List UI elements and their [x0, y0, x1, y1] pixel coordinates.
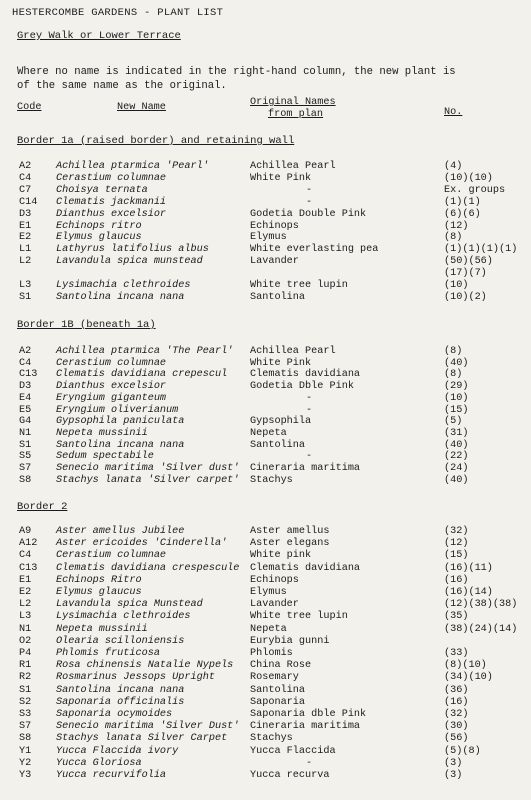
plant-quantity: (16) [444, 696, 469, 708]
border-title: Border 2 [17, 501, 68, 513]
table-row [0, 759, 531, 771]
plant-original-name: Echinops [250, 574, 299, 586]
plant-original-name: Cineraria maritima [250, 463, 361, 474]
plant-code: R2 [19, 672, 32, 684]
plant-new-name: Santolina incana nana [56, 439, 185, 451]
plant-original-name: Achillea Pearl [250, 161, 336, 172]
plant-code: S3 [19, 709, 32, 720]
plant-new-name: Stachys lanata Silver Carpet [56, 733, 228, 745]
plant-new-name: Rosmarinus Jessops Upright [56, 672, 215, 684]
plant-new-name: Clematis davidiana crespescule [56, 562, 240, 574]
plant-original-name: - [306, 757, 313, 769]
plant-original-name: Nepeta [250, 427, 287, 439]
plant-new-name: Yucca recurvifolia [56, 770, 167, 781]
plant-quantity: (15) [444, 404, 469, 416]
table-row [0, 698, 531, 710]
plant-code: C4 [19, 357, 32, 369]
plant-quantity: (3) [444, 757, 463, 769]
plant-new-name: Eryngium oliverianum [56, 404, 179, 416]
plant-new-name: Saponaria officinalis [56, 696, 185, 708]
plant-original-name: - [306, 196, 313, 208]
plant-quantity: (1)(1) [444, 196, 481, 208]
plant-code: A2 [19, 161, 32, 172]
plant-original-name: Godetia Double Pink [250, 208, 367, 220]
plant-new-name: Stachys lanata 'Silver carpet' [56, 474, 240, 486]
plant-original-name: Gypsophila [250, 416, 312, 428]
plant-new-name: Aster amellus Jubilee [56, 526, 185, 537]
plant-original-name: White Pink [250, 357, 312, 369]
plant-original-name: - [306, 404, 313, 416]
plant-quantity: (8) [444, 346, 463, 357]
plant-new-name: Phlomis fruticosa [56, 648, 160, 659]
plant-quantity: (12)(38)(38) [444, 599, 518, 611]
plant-code: D3 [19, 381, 32, 393]
plant-original-name: Aster elegans [250, 538, 330, 550]
plant-original-name: Lavander [250, 599, 299, 611]
plant-new-name: Rosa chinensis Natalie Nypels [56, 660, 234, 672]
plant-new-name: Saponaria ocymoides [56, 709, 173, 720]
table-row [0, 637, 531, 649]
plant-quantity: (15) [444, 550, 469, 562]
plant-original-name: China Rose [250, 660, 312, 672]
plant-quantity: (56) [444, 733, 469, 745]
plant-quantity: (1)(1)(1)(1) [444, 244, 518, 256]
plant-new-name: Aster ericoides 'Cinderella' [56, 538, 228, 550]
plant-quantity: (16) [444, 574, 469, 586]
plant-quantity: (40) [444, 439, 469, 451]
plant-new-name: Nepeta mussinii [56, 427, 148, 439]
plant-quantity: (5) [444, 416, 463, 428]
table-row [0, 210, 531, 222]
plant-code: E1 [19, 220, 32, 232]
plant-original-name: Achillea Pearl [250, 346, 336, 357]
plant-quantity: (24) [444, 463, 469, 474]
plant-code: A9 [19, 526, 32, 537]
plant-quantity: (40) [444, 357, 469, 369]
plant-new-name: Elymus glaucus [56, 587, 142, 598]
plant-code: D3 [19, 208, 32, 220]
table-row [0, 198, 531, 210]
plant-quantity: (38)(24)(14) [444, 623, 518, 635]
plant-new-name: Senecio maritima 'Silver dust' [56, 463, 240, 474]
plant-quantity: Ex. groups [444, 184, 506, 196]
plant-new-name: Choisya ternata [56, 184, 148, 196]
plant-new-name: Echinops Ritro [56, 574, 142, 586]
border-title: Border 1B (beneath 1a) [17, 319, 156, 331]
plant-original-name: Rosemary [250, 672, 299, 684]
plant-new-name: Echinops ritro [56, 220, 142, 232]
plant-code: S5 [19, 451, 32, 463]
plant-original-name: White pink [250, 550, 312, 562]
plant-code: E2 [19, 587, 32, 598]
plant-quantity: (10) [444, 392, 469, 404]
plant-original-name: Godetia Dble Pink [250, 381, 354, 393]
plant-original-name: Santolina [250, 439, 306, 451]
plant-code: S7 [19, 463, 32, 474]
plant-quantity: (10)(2) [444, 291, 487, 303]
plant-new-name: Clematis jackmanii [56, 196, 167, 208]
plant-new-name: Santolina incana nana [56, 291, 185, 303]
plant-new-name: Gypsophila paniculata [56, 416, 185, 428]
plant-code: L1 [19, 244, 32, 256]
plant-code: C7 [19, 184, 32, 196]
plant-original-name: Phlomis [250, 648, 293, 659]
table-row [0, 576, 531, 588]
document-title: HESTERCOMBE GARDENS - PLANT LIST [12, 7, 224, 19]
plant-code: S8 [19, 733, 32, 745]
border-title: Border 1a (raised border) and retaining wall [17, 135, 295, 147]
plant-new-name: Lysimachia clethroides [56, 611, 191, 623]
column-header-code: Code [17, 102, 42, 113]
plant-code: S1 [19, 439, 32, 451]
plant-new-name: Santolina incana nana [56, 684, 185, 696]
column-header-no: No. [444, 107, 463, 118]
intro-text-line-2: of the same name as the original. [17, 80, 227, 92]
plant-quantity: (8) [444, 232, 463, 244]
plant-original-name: Stachys [250, 733, 293, 745]
plant-new-name: Cerastium columnae [56, 357, 167, 369]
plant-original-name: Aster amellus [250, 526, 330, 537]
plant-original-name: Yucca recurva [250, 770, 330, 781]
plant-quantity: (6)(6) [444, 208, 481, 220]
plant-code: S2 [19, 696, 32, 708]
plant-new-name: Nepeta mussinii [56, 623, 148, 635]
plant-quantity: (16)(11) [444, 562, 493, 574]
plant-code: S8 [19, 474, 32, 486]
table-row [0, 551, 531, 563]
plant-new-name: Lysimachia clethroides [56, 280, 191, 291]
column-header-original-names: Original Names [250, 97, 336, 108]
plant-quantity: (5)(8) [444, 745, 481, 757]
plant-quantity: (12) [444, 538, 469, 550]
plant-code: C13 [19, 562, 38, 574]
table-row [0, 686, 531, 698]
plant-original-name: Eurybia gunni [250, 635, 330, 647]
plant-original-name: Lavander [250, 256, 299, 268]
plant-code: L2 [19, 599, 32, 611]
plant-original-name: Clematis davidiana [250, 369, 361, 381]
plant-code: E1 [19, 574, 32, 586]
plant-original-name: Clematis davidiana [250, 562, 361, 574]
section-title: Grey Walk or Lower Terrace [17, 30, 181, 42]
plant-new-name: Eryngium giganteum [56, 392, 167, 404]
plant-quantity: (34)(10) [444, 672, 493, 684]
plant-quantity: (35) [444, 611, 469, 623]
plant-code: N1 [19, 623, 32, 635]
plant-original-name: White tree lupin [250, 611, 348, 623]
plant-quantity: (33) [444, 648, 469, 659]
plant-code: Y2 [19, 757, 32, 769]
plant-original-name: White everlasting pea [250, 244, 379, 256]
plant-code: C14 [19, 196, 38, 208]
table-row [0, 734, 531, 746]
plant-code: S1 [19, 684, 32, 696]
plant-code: E2 [19, 232, 32, 244]
plant-quantity: (36) [444, 684, 469, 696]
plant-original-name: - [306, 451, 313, 463]
plant-original-name: White tree lupin [250, 280, 348, 291]
plant-quantity: (10)(10) [444, 172, 493, 184]
table-row [0, 186, 531, 198]
plant-original-name: Santolina [250, 684, 306, 696]
plant-code: G4 [19, 416, 32, 428]
plant-quantity: (16)(14) [444, 587, 493, 598]
plant-code: S7 [19, 721, 32, 733]
column-header-new-name: New Name [117, 102, 166, 113]
plant-new-name: Dianthus excelsior [56, 208, 167, 220]
plant-code: R1 [19, 660, 32, 672]
table-row [0, 771, 531, 783]
plant-original-name: Elymus [250, 587, 287, 598]
plant-quantity: (10) [444, 280, 469, 291]
plant-original-name: Yucca Flaccida [250, 745, 336, 757]
plant-original-name: - [306, 392, 313, 404]
table-row [0, 612, 531, 624]
plant-code: L2 [19, 256, 32, 268]
plant-new-name: Lavandula spica munstead [56, 256, 203, 268]
column-header-from-plan: from plan [268, 109, 324, 120]
plant-new-name: Achillea ptarmica 'Pearl' [56, 161, 209, 172]
plant-quantity: (40) [444, 474, 469, 486]
table-row [0, 476, 531, 488]
plant-original-name: Nepeta [250, 623, 287, 635]
plant-new-name: Elymus glaucus [56, 232, 142, 244]
plant-original-name: Cineraria maritima [250, 721, 361, 733]
plant-code: L3 [19, 611, 32, 623]
plant-new-name: Lavandula spica Munstead [56, 599, 203, 611]
plant-original-name: Echinops [250, 220, 299, 232]
plant-quantity: (32) [444, 709, 469, 720]
plant-new-name: Yucca Flaccida ivory [56, 745, 179, 757]
plant-code: E5 [19, 404, 32, 416]
plant-new-name: Lathyrus latifolius albus [56, 244, 209, 256]
plant-original-name: Santolina [250, 291, 306, 303]
plant-code: P4 [19, 648, 32, 659]
plant-quantity: (50)(56) [444, 256, 493, 268]
table-row [0, 293, 531, 305]
table-row [0, 625, 531, 637]
plant-original-name: Saponaria dble Pink [250, 709, 367, 720]
table-row [0, 564, 531, 576]
intro-text-line-1: Where no name is indicated in the right-hand column, the new plant is [17, 66, 456, 78]
plant-code: E4 [19, 392, 32, 404]
plant-new-name: Achillea ptarmica 'The Pearl' [56, 346, 234, 357]
plant-new-name: Olearia scilloniensis [56, 635, 185, 647]
plant-code: A2 [19, 346, 32, 357]
plant-quantity: (29) [444, 381, 469, 393]
plant-code: O2 [19, 635, 32, 647]
plant-original-name: - [306, 184, 313, 196]
plant-code: Y1 [19, 745, 32, 757]
plant-quantity: (32) [444, 526, 469, 537]
plant-original-name: White Pink [250, 172, 312, 184]
plant-quantity: (4) [444, 161, 463, 172]
plant-new-name: Yucca Gloriosa [56, 757, 142, 769]
plant-quantity: (12) [444, 220, 469, 232]
plant-new-name: Dianthus excelsior [56, 381, 167, 393]
plant-original-name: Saponaria [250, 696, 306, 708]
plant-quantity: (8) [444, 369, 463, 381]
plant-new-name: Cerastium columnae [56, 550, 167, 562]
table-row [0, 673, 531, 685]
plant-code: L3 [19, 280, 32, 291]
plant-new-name: Cerastium columnae [56, 172, 167, 184]
table-row [0, 747, 531, 759]
plant-original-name: Stachys [250, 474, 293, 486]
plant-code: A12 [19, 538, 38, 550]
plant-code: C4 [19, 172, 32, 184]
plant-code: Y3 [19, 770, 32, 781]
plant-code: C13 [19, 369, 38, 381]
plant-new-name: Senecio maritima 'Silver Dust' [56, 721, 240, 733]
plant-quantity: (31) [444, 427, 469, 439]
plant-quantity: (17)(7) [444, 268, 487, 280]
plant-code: C4 [19, 550, 32, 562]
plant-quantity: (30) [444, 721, 469, 733]
plant-quantity: (22) [444, 451, 469, 463]
plant-code: S1 [19, 291, 32, 303]
plant-new-name: Clematis davidiana crepescul [56, 369, 228, 381]
plant-quantity: (3) [444, 770, 463, 781]
plant-quantity: (8)(10) [444, 660, 487, 672]
plant-original-name: Elymus [250, 232, 287, 244]
plant-code: N1 [19, 427, 32, 439]
table-row [0, 394, 531, 406]
plant-new-name: Sedum spectabile [56, 451, 154, 463]
